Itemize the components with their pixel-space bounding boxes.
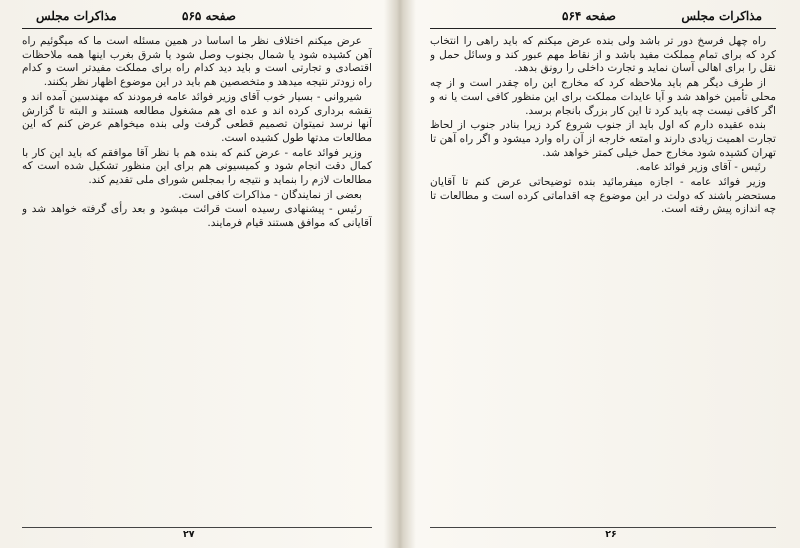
right-page-footer bbox=[430, 527, 776, 540]
paragraph: بعضی از نمایندگان - مذاکرات کافی است. bbox=[178, 188, 362, 201]
paragraph: رئیس - آقای وزیر فوائد عامه. bbox=[636, 161, 766, 174]
paragraph: وزیر فوائد عامه - عرض کنم که بنده هم با نظر آقا موافقم که باید این کار با کمال دقت انجام شود و کمیسیونی هم برای این منظور تشکیل شده است که مطالعات لازم را بنماید و نتیجه را بمجلس شورای ملی تقدیم کند. bbox=[22, 146, 372, 187]
paragraph: وزیر فوائد عامه - اجازه میفرمائید بنده توضیحاتی عرض کنم تا آقایان مستحضر باشند که دولت در این موضوع چه اقداماتی کرده است و مطالعات تا چه اندازه پیش رفته است. bbox=[430, 176, 776, 216]
right-page bbox=[402, 0, 800, 548]
left-page-header bbox=[22, 8, 372, 29]
left-page bbox=[0, 0, 398, 548]
right-page-body bbox=[430, 35, 776, 527]
running-title: مذاکرات مجلس bbox=[36, 9, 117, 23]
running-title: مذاکرات مجلس bbox=[681, 9, 762, 23]
paragraph: رئیس - پیشنهادی رسیده است قرائت میشود و بعد رأی گرفته خواهد شد و آقایانی که موافق هستند قیام فرمایند. bbox=[22, 203, 372, 230]
paragraph: راه چهل فرسخ دور تر باشد ولی بنده عرض میکنم که باید راهی را انتخاب کرد که برای تمام مملکت مفید باشد و از نقاط مهم عبور کند و وسائل حمل و نقل را برای اهالی آسان نماید و تجارت داخلی را رونق بدهد. bbox=[430, 35, 776, 75]
page-number: صفحه ۵۶۴ bbox=[562, 9, 616, 23]
left-page-footer bbox=[22, 527, 372, 540]
right-page-header bbox=[430, 8, 776, 29]
footer-page-number: ۲۷ bbox=[183, 529, 195, 540]
page-number: صفحه ۵۶۵ bbox=[182, 9, 236, 23]
paragraph: بنده عقیده دارم که اول باید از جنوب شروع کرد زیرا بنادر جنوب از لحاظ تجارت اهمیت زیادی دارند و امتعه خارجه از آن راه وارد میشود و اگر راه آهن تا تهران کشیده شود مخارج حمل خیلی کمتر خواهد شد. bbox=[430, 119, 776, 159]
paragraph: عرض میکنم اختلاف نظر ما اساساً در همین مسئله است ما که میگوئیم راه آهن کشیده شود یا شمال بجنوب وصل شود یا شرق بغرب اینها همه ملاحظات اقتصادی و تجارتی است و باید دید کدام راه برای مملکت مفیدتر است و کدام راه زودتر نتیجه میدهد و متخصصین هم باید در این موضوع اظهار نظر بکنند. bbox=[22, 35, 372, 89]
left-page-body bbox=[22, 35, 372, 527]
paragraph: شیروانی - بسیار خوب آقای وزیر فوائد عامه فرمودند که مهندسین آمده اند و نقشه برداری کرده اند و عده ای هم مشغول مطالعه هستند و البته تا گزارش آنها نرسد نمیتوان تصمیم قطعی گرفت ولی بنده میخواهم عرض کنم که این مطالعات مدتها طول کشیده است. bbox=[22, 90, 372, 144]
paragraph: از طرف دیگر هم باید ملاحظه کرد که مخارج این راه چقدر است و از چه محلی تأمین خواهد شد و آیا عایدات مملکت برای این منظور کافی است یا نه و اگر کافی نیست چه باید کرد تا این کار بزرگ بانجام برسد. bbox=[430, 77, 776, 117]
footer-page-number: ۲۶ bbox=[605, 529, 617, 540]
